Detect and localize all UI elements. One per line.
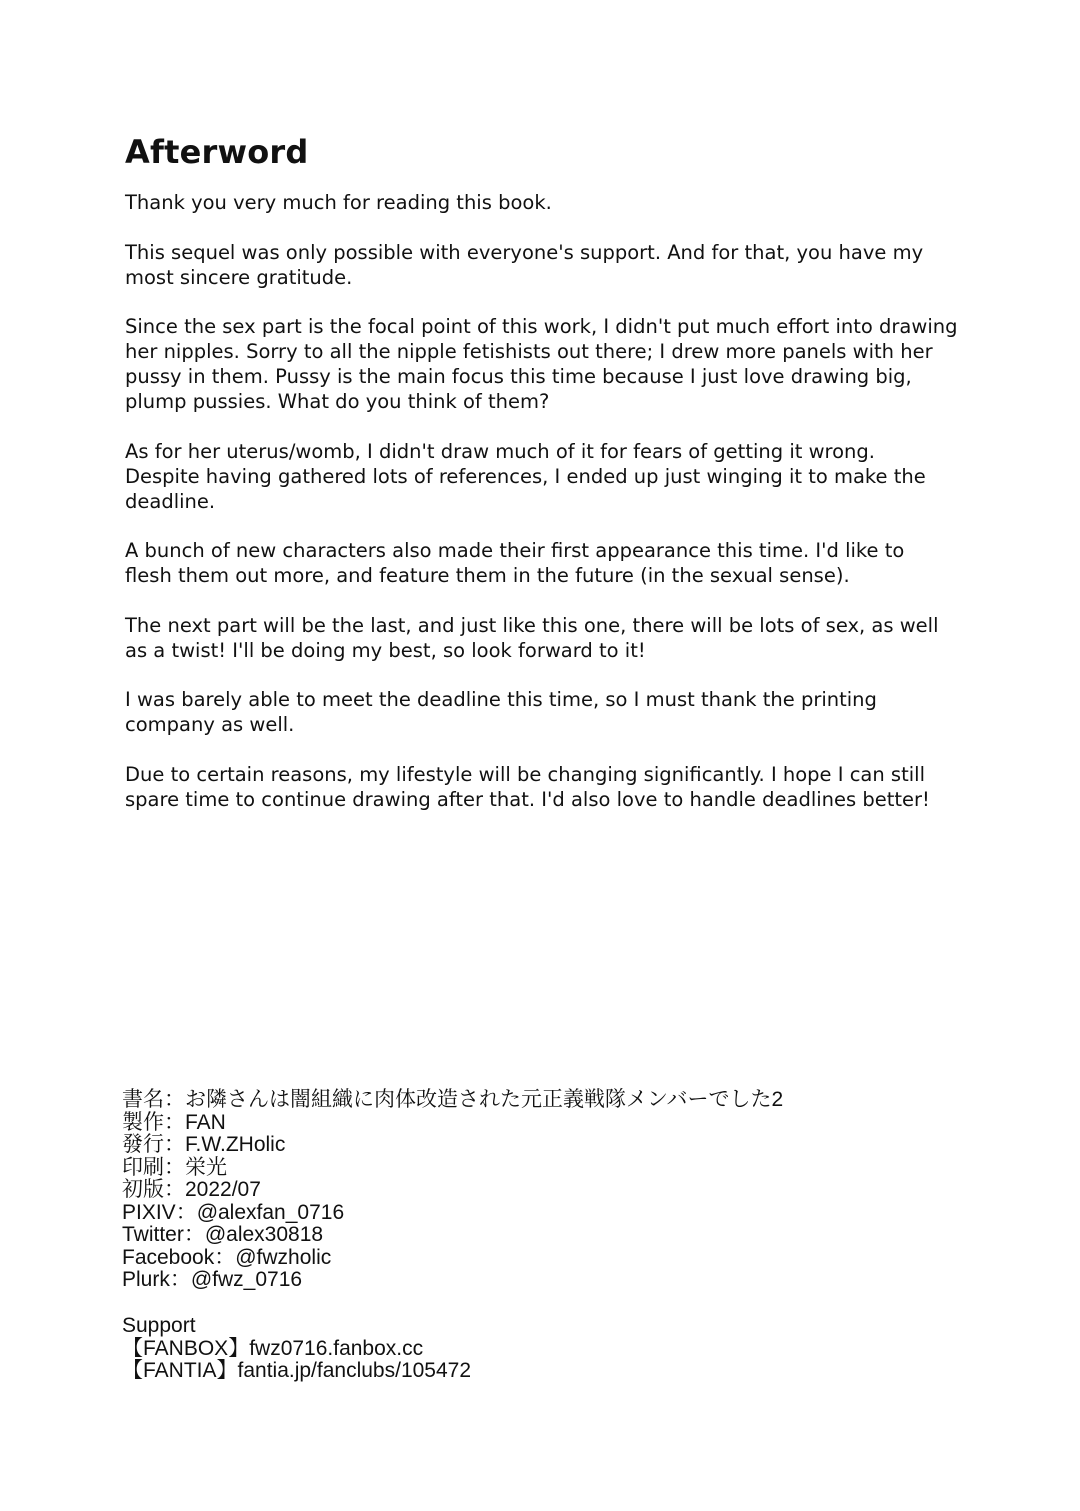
paragraph-lifestyle: Due to certain reasons, my lifestyle will be changing significantly. I hope I can still spare time to continue drawing after that. I'd also love to handle deadlines better! bbox=[125, 762, 930, 811]
colophon-plurk: Plurk：@fwz_0716 bbox=[122, 1268, 303, 1291]
colophon-book-title: 書名：お隣さんは闇組織に肉体改造された元正義戦隊メンバーでした2 bbox=[122, 1088, 784, 1111]
paragraph-sequel: This sequel was only possible with everyone's support. And for that, you have my most sincere gratitude. bbox=[125, 240, 924, 289]
paragraph-new-characters: A bunch of new characters also made their first appearance this time. I'd like to flesh them out more, and feature them in the future (in the sexual sense). bbox=[125, 539, 905, 587]
page-title: Afterword bbox=[125, 133, 309, 171]
colophon-printing: 印刷：栄光 bbox=[122, 1155, 227, 1179]
afterword-section bbox=[125, 130, 1005, 836]
colophon-pixiv: PIXIV：@alexfan_0716 bbox=[122, 1200, 345, 1224]
colophon-facebook: Facebook：@fwzholic bbox=[122, 1245, 332, 1269]
paragraph-next-part: The next part will be the last, and just like this one, there will be lots of sex, as well as a twist! I'll be doing my best, so look forward to it! bbox=[125, 613, 939, 662]
paragraph-uterus: As for her uterus/womb, I didn't draw much of it for fears of getting it wrong. Despite having gathered lots of references, I ended up just winging it to make the deadline. bbox=[125, 439, 926, 513]
colophon-production: 製作：FAN bbox=[122, 1110, 226, 1134]
support-link-fantia: 【FANTIA】fantia.jp/fanclubs/105472 bbox=[122, 1359, 472, 1382]
support-link-fanbox: 【FANBOX】fwz0716.fanbox.cc bbox=[122, 1336, 424, 1360]
colophon-twitter: Twitter：@alex30818 bbox=[122, 1223, 324, 1246]
colophon-first-edition: 初版：2022/07 bbox=[122, 1178, 261, 1201]
colophon-publisher: 發行：F.W.ZHolic bbox=[122, 1133, 286, 1156]
colophon bbox=[122, 1089, 1022, 1292]
paragraph-deadline: I was barely able to meet the deadline this time, so I must thank the printing company as well. bbox=[125, 688, 877, 736]
support-section bbox=[122, 1315, 1022, 1383]
paragraph-focal-point: Since the sex part is the focal point of this work, I didn't put much effort into drawing her nipples. Sorry to all the nipple fetishists out there; I drew more panels with her pussy in them. Pussy is the main focus this time because I just love drawing big, plump pussies. What do you think of them? bbox=[125, 315, 958, 413]
paragraph-thanks: Thank you very much for reading this book. bbox=[125, 191, 552, 214]
support-heading: Support bbox=[122, 1314, 196, 1337]
